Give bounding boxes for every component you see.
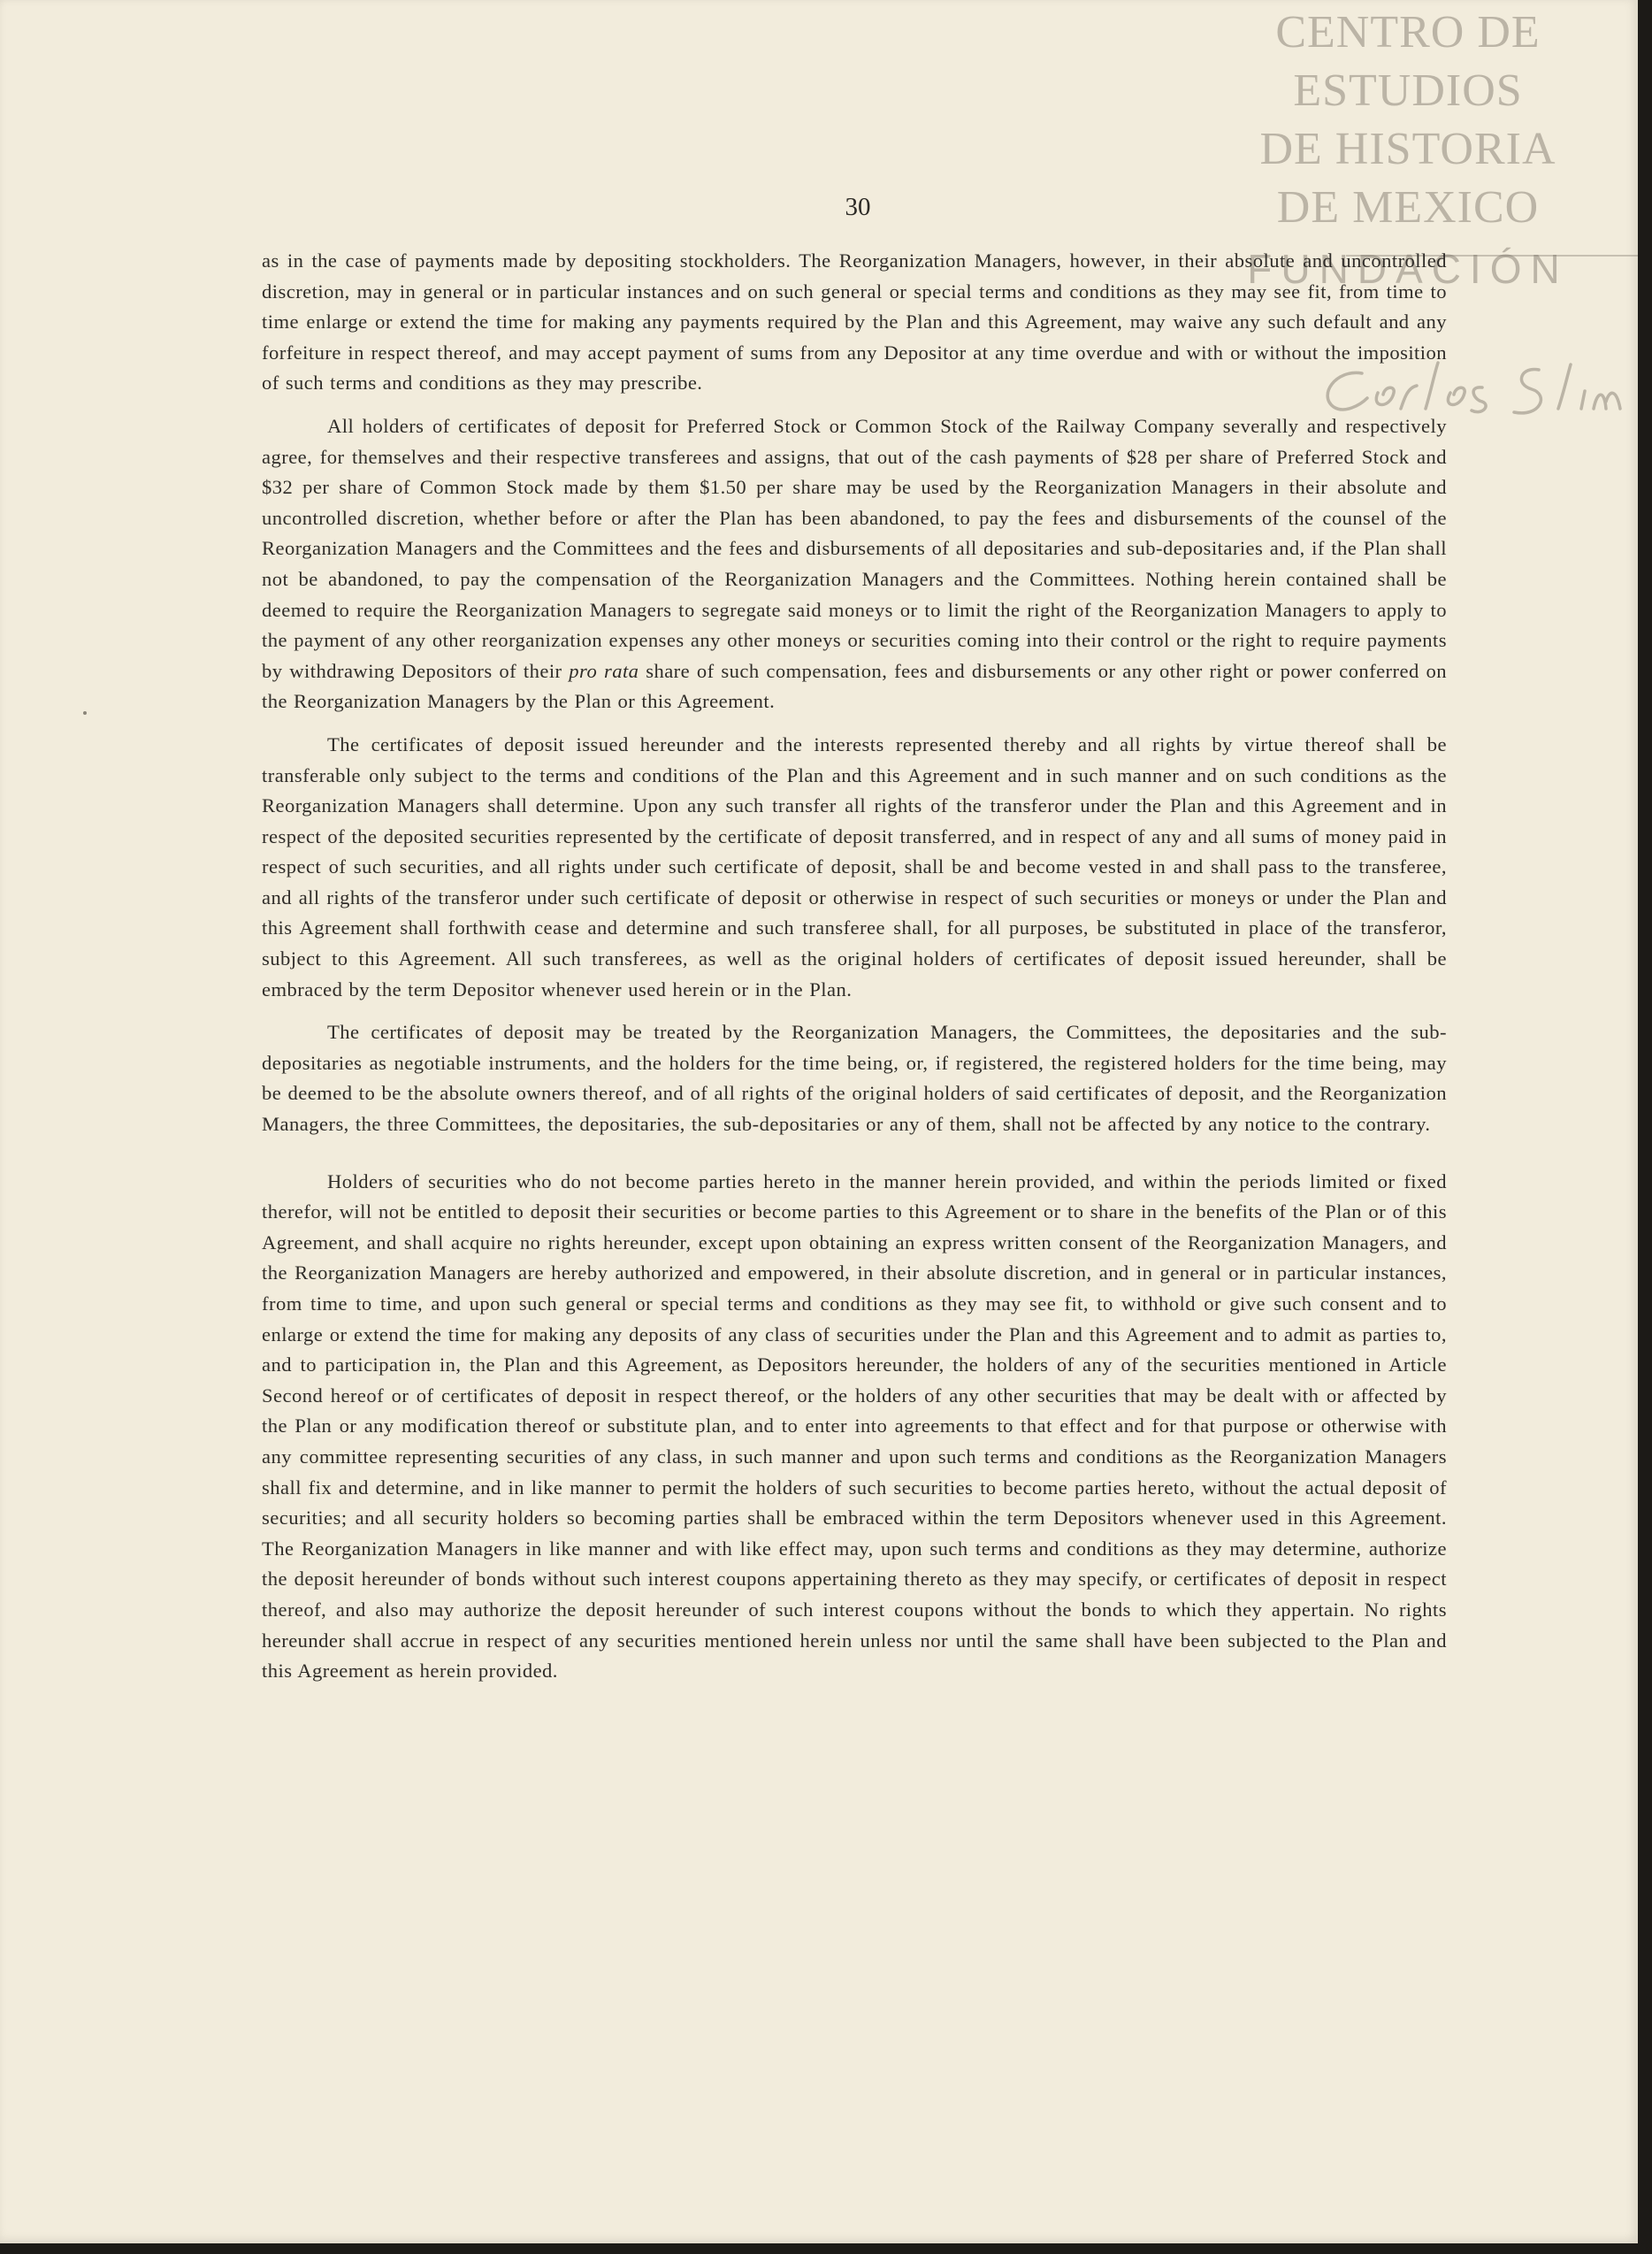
- paragraph-2-text: All holders of certificates of deposit for Preferred Stock or Common Stock of the Railway Company severally and respectively agree, for themselves and their respective transferees and assigns, that out of the cash payments of $28 per share of Preferred Stock and $32 per share of Common Stock made by them $1.50 per share may be used by the Reorganization Managers in their absolute and uncontrolled discretion, whether before or after the Plan has been abandoned, to pay the fees and disbursements of the counsel of the Reorganization Managers and the Committees and the fees and disbursements of all depositaries and sub-depositaries and, if the Plan shall not be abandoned, to pay the compensation of the Reorganization Managers and the Committees. Nothing herein contained shall be deemed to require the Reorganization Managers to segregate said moneys or to limit the right of the Reorganization Managers to apply to the payment of any other reorganization expenses any other moneys or securities coming into their control or the right to require payments by withdrawing Depositors of their: [262, 414, 1447, 682]
- paragraph-2-text-end: share of such compensation, fees and disbursements or any other right or power conferred on the Reorganization Managers by the Plan or this Agreement.: [262, 659, 1447, 713]
- watermark-line-2: ESTUDIOS: [1293, 65, 1523, 116]
- paragraph-1: [262, 246, 1447, 399]
- paper-speck: [83, 711, 87, 715]
- document-body: [262, 246, 1447, 1699]
- paragraph-3: [262, 730, 1447, 1005]
- paragraph-2: [262, 411, 1447, 717]
- watermark-line-3: DE HISTORIA: [1259, 124, 1556, 174]
- page-number: 30: [845, 193, 871, 221]
- watermark-fundacion: FUNDACIÓN: [1247, 246, 1569, 292]
- paragraph-5: [262, 1167, 1447, 1687]
- paragraph-4-text: The certificates of deposit may be treated by the Reorganization Managers, the Committees, the depositaries and the sub-depositaries as negotiable instruments, and the holders for the time being, or, if registered, the registered holders for the time being, may be deemed to be the absolute owners thereof, and of all rights of the original holders of said certificates of deposit, and the Reorganization Managers, the three Committees, the depositaries, the sub-depositaries or any of them, shall not be affected by any notice to the contrary.: [262, 1021, 1447, 1136]
- paragraph-3-text: The certificates of deposit issued hereunder and the interests represented thereby and all rights by virtue thereof shall be transferable only subject to the terms and conditions of the Plan and this Agreement and in such manner and on such conditions as the Reorganization Managers shall determine. Upon any such transfer all rights of the transferor under the Plan and this Agreement and in respect of the deposited securities represented by the certificate of deposit transferred, and in respect of any and all sums of money paid in respect of such securities, and all rights under such certificate of deposit, shall be and become vested in and shall pass to the transferee, and all rights of the transferor under such certificate of deposit or otherwise in respect of such securities or moneys or under the Plan and this Agreement shall forthwith cease and determine and such transferee shall, for all purposes, be substituted in place of the transferor, subject to this Agreement. All such transferees, as well as the original holders of certificates of deposit issued hereunder, shall be embraced by the term Depositor whenever used herein or in the Plan.: [262, 732, 1447, 1000]
- paragraph-5-text: Holders of securities who do not become parties hereto in the manner herein provided, and within the periods limited or fixed therefor, will not be entitled to deposit their securities or become parties to this Agreement or to share in the benefits of the Plan or of this Agreement, and shall acquire no rights hereunder, except upon obtaining an express written consent of the Reorganization Managers, and the Reorganization Managers are hereby authorized and empowered, in their absolute discretion, and in general or in particular instances, from time to time, and upon such general or special terms and conditions as they may see fit, to withhold or give such consent and to enlarge or extend the time for making any deposits of any class of securities under the Plan and this Agreement and to admit as parties to, and to participation in, the Plan and this Agreement, as Depositors hereunder, the holders of any of the securities mentioned in Article Second hereof or of certificates of deposit in respect thereof, or the holders of any other securities that may be dealt with or affected by the Plan or any modification thereof or substitute plan, and to enter into agreements to that effect and for that purpose or otherwise with any committee representing securities of any class, in such manner and upon such terms and conditions as the Reorganization Managers shall fix and determine, and in like manner to permit the holders of such securities to become parties hereto, without the actual deposit of securities; and all security holders so becoming parties shall be embraced within the term Depositors whenever used in this Agreement. The Reorganization Managers in like manner and with like effect may, upon such terms and conditions as they may determine, authorize the deposit hereunder of bonds without such interest coupons appertaining thereto as they may specify, or certificates of deposit in respect thereof, and also may authorize the deposit hereunder of such interest coupons without the bonds to which they appertain. No rights hereunder shall accrue in respect of any securities mentioned herein unless nor until the same shall have been subjected to the Plan and this Agreement as herein provided.: [262, 1169, 1447, 1683]
- paragraph-4: [262, 1017, 1447, 1139]
- paragraph-1-text: as in the case of payments made by depositing stockholders. The Reorganization Managers, however, in their absolute and uncontrolled discretion, may in general or in particular instances and on such general or special terms and conditions as they may see fit, from time to time enlarge or extend the time for making any payments required by the Plan and this Agreement, may waive any such default and any forfeiture in respect thereof, and may accept payment of sums from any Depositor at any time overdue and with or without the imposition of such terms and conditions as they may prescribe.: [262, 249, 1447, 395]
- paragraph-2-italic: pro rata: [569, 659, 639, 682]
- watermark-line-4: DE MEXICO: [1276, 182, 1540, 233]
- watermark-line-1: CENTRO DE: [1275, 7, 1541, 58]
